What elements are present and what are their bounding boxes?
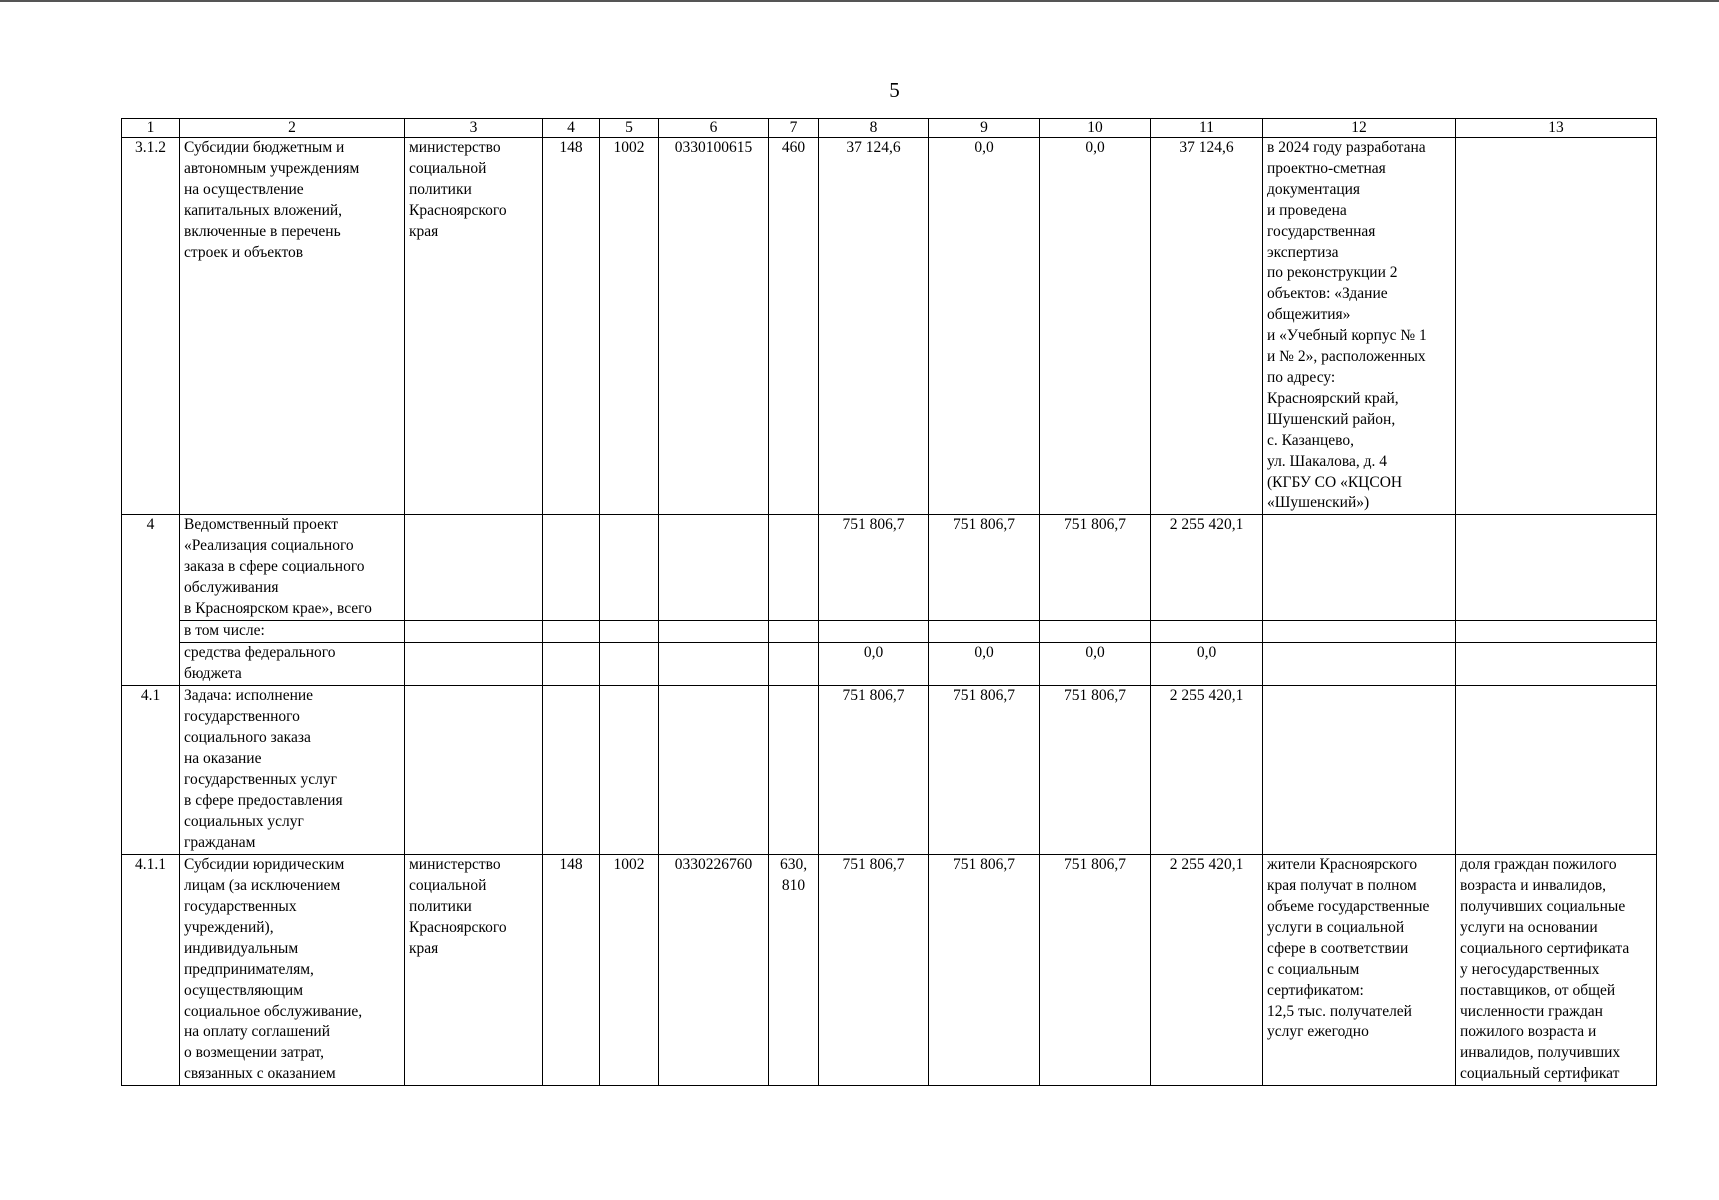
amount-col-9: 751 806,7: [929, 855, 1040, 1086]
empty-cell: [1263, 643, 1456, 686]
table-row-3-1-2: [122, 138, 1657, 515]
row-title: Задача: исполнение государственного социального заказа на оказание государственных услуг в сфере предоставления социальных услуг гражданам: [180, 686, 405, 855]
empty-cell: [543, 621, 600, 643]
empty-cell: [1040, 621, 1151, 643]
amount-total: 2 255 420,1: [1151, 855, 1263, 1086]
column-header: 1: [122, 119, 180, 138]
empty-cell: [543, 515, 600, 621]
code-expense-type: 630, 810: [769, 855, 819, 1086]
empty-cell: [600, 643, 659, 686]
column-header: 13: [1456, 119, 1657, 138]
amount-col-10: 751 806,7: [1040, 515, 1151, 621]
page-number: 5: [889, 78, 900, 102]
table-row-4-federal: [122, 643, 1657, 686]
column-header: 7: [769, 119, 819, 138]
column-header: 5: [600, 119, 659, 138]
empty-cell: [769, 621, 819, 643]
code-target-article: 0330100615: [659, 138, 769, 515]
table-row-4-including: [122, 621, 1657, 643]
column-header: 8: [819, 119, 929, 138]
empty-cell: [1263, 686, 1456, 855]
column-header: 11: [1151, 119, 1263, 138]
code-section: 1002: [600, 855, 659, 1086]
column-header: 3: [405, 119, 543, 138]
empty-cell: [600, 515, 659, 621]
row-number: 4.1: [122, 686, 180, 855]
column-header: 4: [543, 119, 600, 138]
empty-cell: [1263, 621, 1456, 643]
empty-cell: [769, 686, 819, 855]
column-header: 9: [929, 119, 1040, 138]
empty-cell: [1456, 621, 1657, 643]
amount-col-9: 0,0: [929, 643, 1040, 686]
empty-cell: [929, 621, 1040, 643]
empty-cell: [1456, 686, 1657, 855]
amount-col-10: 0,0: [1040, 643, 1151, 686]
table-row-4-1-1: [122, 855, 1657, 1086]
row-title: в том числе:: [180, 621, 405, 643]
expected-result: жители Красноярского края получат в полном объеме государственные услуги в социальной сфере в соответствии с социальным сертификатом: 12,5 тыс. получателей услуг ежегодно: [1263, 855, 1456, 1086]
code-target-article: 0330226760: [659, 855, 769, 1086]
column-header: 2: [180, 119, 405, 138]
amount-col-10: 0,0: [1040, 138, 1151, 515]
empty-cell: [1263, 515, 1456, 621]
amount-col-8: 37 124,6: [819, 138, 929, 515]
empty-cell: [405, 515, 543, 621]
empty-cell: [1456, 515, 1657, 621]
empty-cell: [819, 621, 929, 643]
responsible-executor: министерство социальной политики Красноярского края: [405, 138, 543, 515]
row-title: Ведомственный проект «Реализация социального заказа в сфере социального обслуживания в Красноярском крае», всего: [180, 515, 405, 621]
empty-cell: [659, 621, 769, 643]
code-grbs: 148: [543, 138, 600, 515]
empty-cell: [405, 621, 543, 643]
indicator: [1456, 138, 1657, 515]
amount-col-8: 0,0: [819, 643, 929, 686]
empty-cell: [405, 686, 543, 855]
column-header: 6: [659, 119, 769, 138]
empty-cell: [1151, 621, 1263, 643]
column-header: 12: [1263, 119, 1456, 138]
amount-col-9: 751 806,7: [929, 686, 1040, 855]
empty-cell: [1456, 643, 1657, 686]
amount-total: 0,0: [1151, 643, 1263, 686]
expected-result: в 2024 году разработана проектно-сметная документация и проведена государственная экспертиза по реконструкции 2 объектов: «Здание общежития» и «Учебный корпус № 1 и № 2», расположенных по адресу: Красноярский край, Шушенский район, с. Казанцево, ул. Шакалова, д. 4 (КГБУ СО «КЦСОН «Шушенский»): [1263, 138, 1456, 515]
amount-col-8: 751 806,7: [819, 515, 929, 621]
amount-col-9: 0,0: [929, 138, 1040, 515]
row-title: Субсидии юридическим лицам (за исключением государственных учреждений), индивидуальным предпринимателям, осуществляющим социальное обслуживание, на оплату соглашений о возмещении затрат, связанных с оказанием: [180, 855, 405, 1086]
table-row-4: [122, 515, 1657, 621]
budget-table: [121, 118, 1657, 1086]
empty-cell: [659, 643, 769, 686]
row-title: Субсидии бюджетным и автономным учреждениям на осуществление капитальных вложений, включенные в перечень строек и объектов: [180, 138, 405, 515]
row-number: 4.1.1: [122, 855, 180, 1086]
row-title: средства федерального бюджета: [180, 643, 405, 686]
row-number: 3.1.2: [122, 138, 180, 515]
empty-cell: [543, 686, 600, 855]
code-grbs: 148: [543, 855, 600, 1086]
scan-edge-line: [0, 0, 1719, 2]
empty-cell: [543, 643, 600, 686]
indicator: доля граждан пожилого возраста и инвалидов, получивших социальные услуги на основании социального сертификата у негосударственных поставщиков, от общей численности граждан пожилого возраста и инвалидов, получивших социальный сертификат: [1456, 855, 1657, 1086]
amount-total: 2 255 420,1: [1151, 515, 1263, 621]
empty-cell: [600, 621, 659, 643]
amount-col-10: 751 806,7: [1040, 686, 1151, 855]
empty-cell: [659, 686, 769, 855]
responsible-executor: министерство социальной политики Красноярского края: [405, 855, 543, 1086]
amount-col-8: 751 806,7: [819, 855, 929, 1086]
amount-col-10: 751 806,7: [1040, 855, 1151, 1086]
column-header: 10: [1040, 119, 1151, 138]
table-header-row: [122, 119, 1657, 138]
amount-col-9: 751 806,7: [929, 515, 1040, 621]
empty-cell: [600, 686, 659, 855]
amount-col-8: 751 806,7: [819, 686, 929, 855]
amount-total: 2 255 420,1: [1151, 686, 1263, 855]
code-section: 1002: [600, 138, 659, 515]
table-row-4-1: [122, 686, 1657, 855]
code-expense-type: 460: [769, 138, 819, 515]
empty-cell: [659, 515, 769, 621]
empty-cell: [769, 643, 819, 686]
empty-cell: [405, 643, 543, 686]
row-number: 4: [122, 515, 180, 686]
amount-total: 37 124,6: [1151, 138, 1263, 515]
empty-cell: [769, 515, 819, 621]
